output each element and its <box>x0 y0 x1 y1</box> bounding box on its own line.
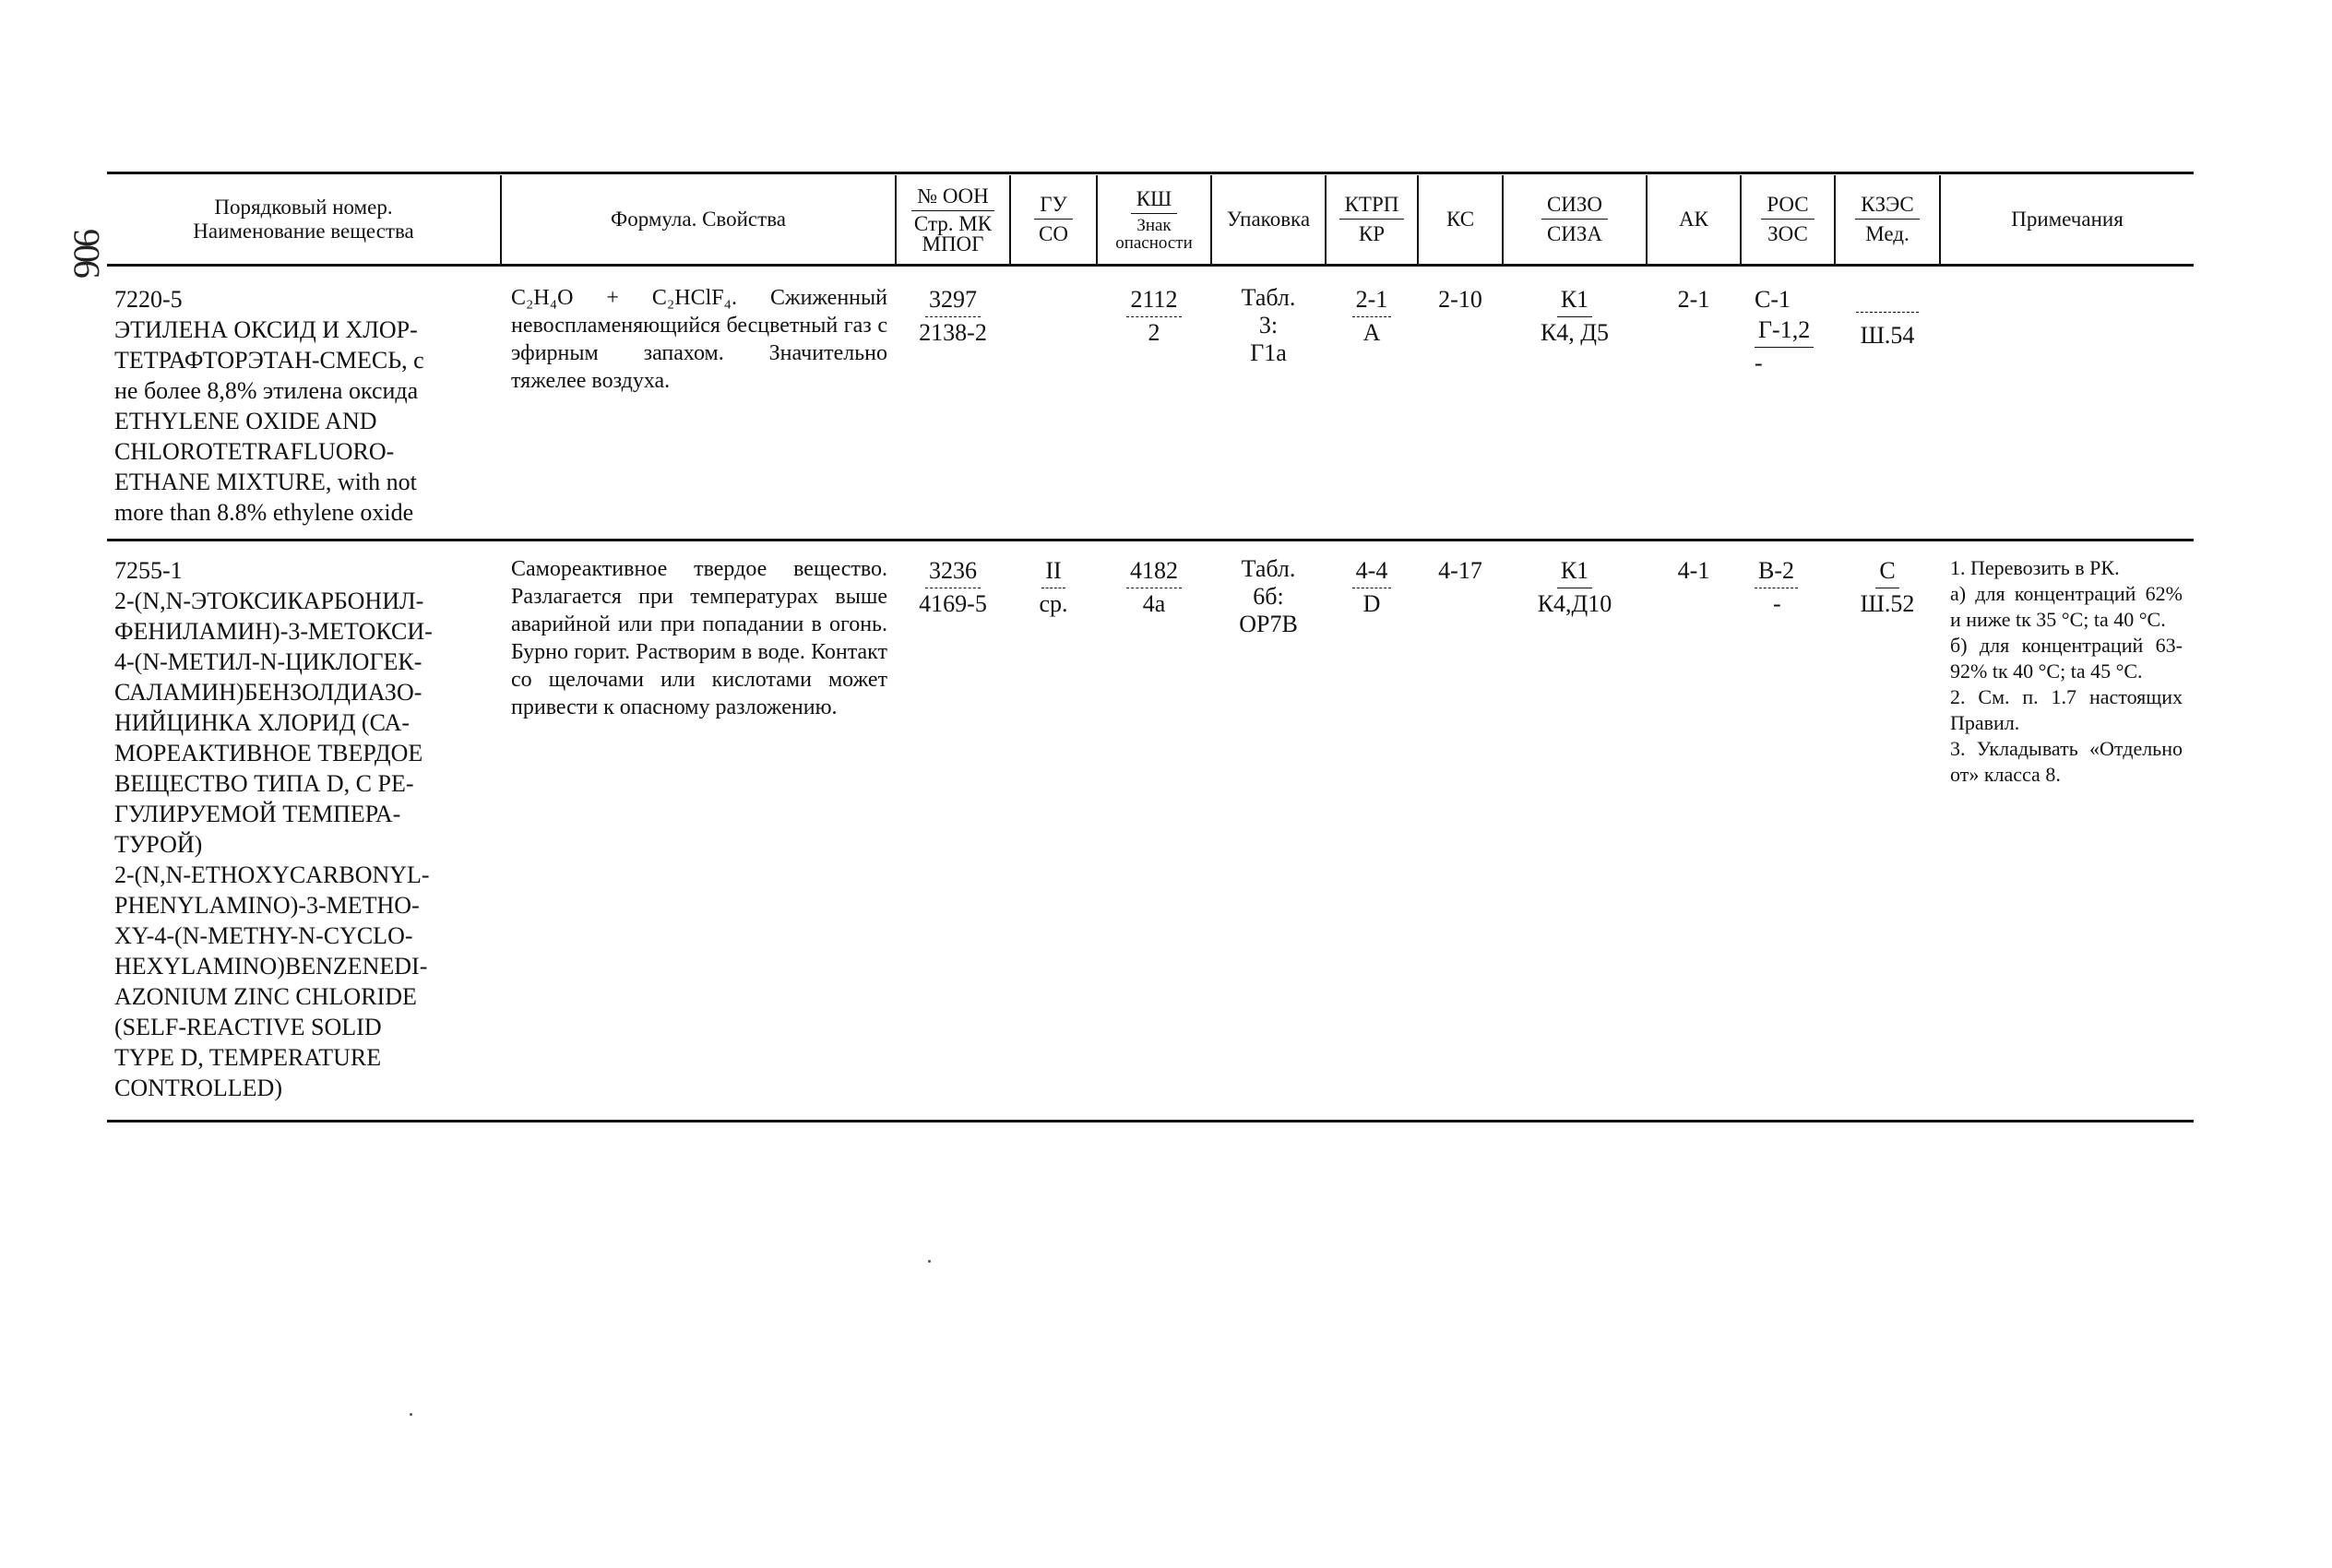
ros-code: С-1 Г-1,2 - <box>1755 284 1838 378</box>
table-row <box>107 555 2194 1293</box>
oon-number: 3236 4169-5 <box>919 557 987 617</box>
header-sizo: $\frac{\text{СИЗО}}{\text{СИЗА}}$ <box>1504 175 1646 264</box>
ktrp-code: 2-1 A <box>1327 284 1417 348</box>
substance-properties: Самореактивное твердое вещество. Разлагается при температурах выше аварийной или при попадании в огонь. Бурно горит. Растворим в воде. Контакт со щелочами или кислотами может привести к опасному разложению. <box>511 557 887 719</box>
notes: 1. Перевозить в РК. а) для концентраций 62% и ниже tк 35 °С; tа 40 °С. б) для концентраций 63-92% tк 40 °С; tа 45 °С. 2. См. п. 1.7 настоящих Правил. 3. Укладывать «Отдельно от» класса 8. <box>1950 556 2183 786</box>
ks-code: 2-10 <box>1438 286 1482 313</box>
oon-number: 3297 2138-2 <box>919 286 987 346</box>
header-pack: Упаковка <box>1226 208 1311 231</box>
gu-code: II ср. <box>1039 557 1068 617</box>
header-ktrp: $\frac{\text{КТРП}}{КР}$ <box>1327 175 1417 264</box>
header-formula: Формула. Свойства <box>611 208 786 231</box>
header-ak: АК <box>1679 208 1708 231</box>
scan-speck <box>928 1260 931 1263</box>
kzes-code: С Ш.52 <box>1860 557 1915 617</box>
header-ksh: КШ Знак опасности <box>1115 187 1193 253</box>
ksh-code: 2112 2 <box>1098 284 1210 348</box>
header-oon: № ООН Стр. МК МПОГ <box>897 175 1009 264</box>
table-header <box>107 175 2194 264</box>
substance-name: 7255-1 2-(N,N-ЭТОКСИКАРБОНИЛ- ФЕНИЛАМИН)-3-МЕТОКСИ- 4-(N-МЕТИЛ-N-ЦИКЛОГЕК- САЛАМИН)БЕНЗОЛДИАЗО- НИЙЦИНКА ХЛОРИД (СА- МОРЕАКТИВНОЕ ТВЕРДОЕ ВЕЩЕСТВО ТИПА D, С РЕ- ГУЛИРУЕМОЙ ТЕМПЕРА- ТУРОЙ) 2-(N,N-ETHOXYCARBONYL- PHENYLAMINO)-3-METHO- XY-4-(N-METHY-N-CYCLO- HEXYLAMINO)BENZENEDI- AZONIUM ZINC CHLORIDE (SELF-REACTIVE SOLID TYPE D, TEMPERATURE CONTROLLED) <box>114 557 433 1101</box>
header-name: Порядковый номер. Наименование вещества <box>193 196 414 243</box>
ak-code: 2-1 <box>1677 286 1710 313</box>
ktrp-code: 4-4 D <box>1327 555 1417 619</box>
ros-code: В-2 - <box>1755 555 1838 619</box>
substance-name: 7220-5 ЭТИЛЕНА ОКСИД И ХЛОР- ТЕТРАФТОРЭТАН-СМЕСЬ, с не более 8,8% этилена оксида ETHYLENE OXIDE AND CHLOROTETRAFLUORO- ETHANE MIXTURE, with not more than 8.8% ethylene oxide <box>114 286 424 526</box>
sizo-code: К1 К4, Д5 <box>1540 286 1610 346</box>
ksh-code: 4182 4а <box>1098 555 1210 619</box>
table-row <box>107 284 2194 526</box>
header-rule <box>107 264 2194 267</box>
bottom-rule <box>107 1120 2194 1123</box>
kzes-code: Ш.54 <box>1836 284 1939 350</box>
substance-properties: C₂H₄O + C₂HClF₄. Сжиженный невоспламеняющийся бесцветный газ с эфирным запахом. Значительно тяжелее воздуха. <box>511 286 887 393</box>
ak-code: 4-1 <box>1677 557 1710 584</box>
header-notes: Примечания <box>2011 208 2124 231</box>
packaging: Табл. 3: Г1а <box>1241 284 1296 366</box>
packaging: Табл. 6б: OP7B <box>1239 555 1298 637</box>
scan-speck <box>410 1413 412 1416</box>
header-gu: $\frac{ГУ}{СО}$ <box>1011 175 1096 264</box>
margin-handwritten-mark: 906 <box>65 232 107 279</box>
ks-code: 4-17 <box>1438 557 1482 584</box>
top-rule <box>107 172 2194 174</box>
header-kzes: $\frac{\text{КЗЭС}}{\text{Мед.}}$ <box>1836 175 1939 264</box>
header-ros: $\frac{\text{РОС}}{\text{ЗОС}}$ <box>1742 175 1834 264</box>
header-ks: КС <box>1446 208 1475 231</box>
row-rule <box>107 539 2194 541</box>
sizo-code: К1 К4,Д10 <box>1537 557 1612 617</box>
